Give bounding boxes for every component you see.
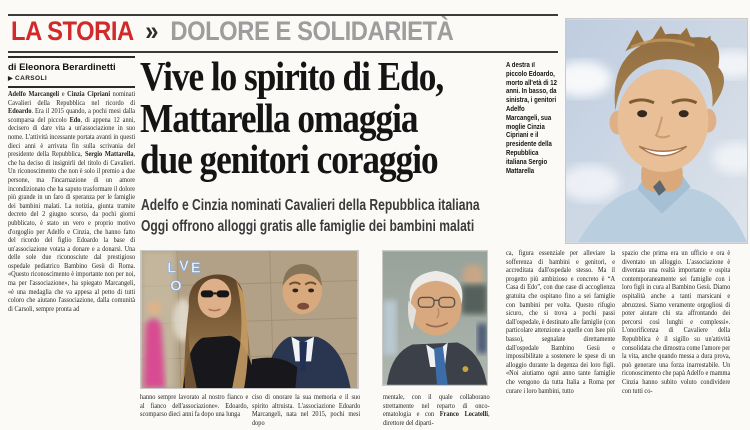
article-body-column-6: [622, 249, 730, 430]
dateline-location: CARSOLI: [15, 75, 48, 82]
edoardo-portrait-illustration: [566, 19, 747, 243]
photo-edoardo-portrait: [565, 18, 748, 244]
article-subhead: [141, 196, 480, 237]
article-body-text-1: Adelfo Marcangeli e Cinzia Cipriani nominati Cavalieri della Repubblica nel ricordo di Edoardo. Era il 2015 quando, a pochi mesi dalla scomparsa del piccolo Edo, di appena 12 anni, decisero di dare vita a un'associazione in suo nome. L'attività incessante portata avanti in questi dieci anni è arrivata fin sulla scrivania del presidente della Repubblica, Sergio Mattarella, che ha deciso di insignirli del titolo di Cavalieri. Un riconoscimento che non è solo il premio a due persone, ma l'incarnazione di un amore incondizionato che ha saputo trasformare il dolore più grande in un faro di speranza per le famiglie dei bambini malati. La notizia, giunta tramite decreto del 2 giugno scorso, da pochi giorni pubblicato, è stato un vero e proprio motivo d'orgoglio per Adelfo e Cinzia, che hanno fatto del ricordo del figlio Edoardo la base di un'associazione votata a donare e a donarsi. Una delle sole due riconosciute dal prestigioso ospedale pediatrico Bambino Gesù di Roma. «Questo riconoscimento è importante non per noi, ma per l'associazione», ha spiegato Marcangeli, «è una medaglia che va appesa al petto di tutti coloro che aiutano l'associazione, dalla comunità di Carsoli, sempre pronta ad: [8, 90, 135, 313]
photo-adelfo-e-cinzia: [140, 250, 359, 389]
kicker-topic-label: DOLORE E SOLIDARIETÀ: [170, 16, 454, 46]
article-body-text-4: mentale, con il quale collaborano strettamente nel reparto di onco-ematologia e con Franco Locatelli, direttore del diparti-: [383, 393, 490, 427]
svg-text:E: E: [190, 260, 201, 277]
article-body-column-3: [252, 393, 360, 430]
article-body-text-6: spazio che prima era un ufficio e ora è diventato un alloggio. L'associazione è diventata una realtà importante e ospita contemporaneamente sei famiglie con i loro figli in cura al Bambino Gesù. Diamo ospitalità anche a tanti marsicani e abruzzesi. Siamo veramente orgogliosi di poter aiutare chi sta affrontando dei percorsi così lunghi e complessi». L'onorificenza di Cavaliere della Repubblica è il sigillo su un'attività consolidata che dimostra come l'amore per la vita, anche quando messa a dura prova, può generare una forza inarrestabile. Un riconoscimento che papà Adelfo e mamma Cinzia hanno subito voluto condividere con tutti co-: [622, 249, 730, 395]
article-body-text-2: hanno sempre lavorato al nostro fianco e al fianco dell'associazione». Edoardo, scomparso dieci anni fa dopo una lunga: [140, 393, 248, 419]
section-kicker: [11, 16, 453, 47]
sergio-mattarella-illustration: [383, 251, 487, 385]
article-body-text-3: ciso di onorare la sua memoria e il suo spirito altruista. L'associazione Edoardo Marcangeli, nata nel 2015, pochi mesi dopo: [252, 393, 360, 427]
headline-line-2: Mattarella omaggia: [140, 94, 418, 141]
article-body-column-1: [8, 90, 135, 430]
chevrons-separator-icon: »: [145, 16, 159, 46]
svg-text:V: V: [179, 258, 189, 275]
author-byline: di Eleonora Berardinetti: [8, 62, 116, 73]
subhead-line-2: Oggi offrono alloggi gratis alle famiglie dei bambini malati: [141, 217, 475, 235]
article-body-column-2: [140, 393, 248, 430]
byline-block: [8, 56, 135, 88]
photo-caption: A destra il piccolo Edoardo, morto all'età di 12 anni. In basso, da sinistra, i genitori Adelfo Marcangeli, sua moglie Cinzia Cipriani e il presidente della Repubblica italiana Sergio Mattarella: [506, 62, 557, 175]
article-body-column-4: [383, 393, 490, 430]
svg-text:O: O: [170, 278, 182, 295]
article-headline: [140, 53, 444, 182]
article-body-column-5: [506, 249, 615, 430]
svg-text:L: L: [167, 260, 177, 277]
dateline-bullet-icon: ▶: [8, 76, 14, 82]
subhead-line-1: Adelfo e Cinzia nominati Cavalieri della Repubblica italiana: [141, 197, 480, 214]
adelfo-e-cinzia-illustration: [141, 251, 358, 388]
dateline: [8, 75, 135, 82]
kicker-section-label: LA STORIA: [11, 16, 133, 46]
photo-sergio-mattarella: [382, 250, 488, 386]
headline-line-3: due genitori coraggio: [140, 136, 438, 182]
article-body-text-5: ca, figura essenziale per alleviare la sofferenza di bambini e genitori, e accreditata dall'ospedale stesso. Ma il progetto più ambizioso e concreto è “A Casa di Edo”, con due case di accoglienza gratuita che ospitano fino a sei famiglie con bambini per volta. Questo rifugio sicuro, che si trova a pochi passi dall'ospedale, è destinato alle famiglie (con particolare attenzione a quelle con Isee più basso), segnalate direttamente dall'ospedale Bambino Gesù e impossibilitate a sostenere le spese di un alloggio durante la degenza dei loro figli. «Noi aiutiamo ogni anno tante famiglie che vengono da tutta Italia a Roma per curare i loro bambini, tutto: [506, 249, 615, 395]
headline-line-1: Vive lo spirito di Edo,: [140, 53, 444, 99]
